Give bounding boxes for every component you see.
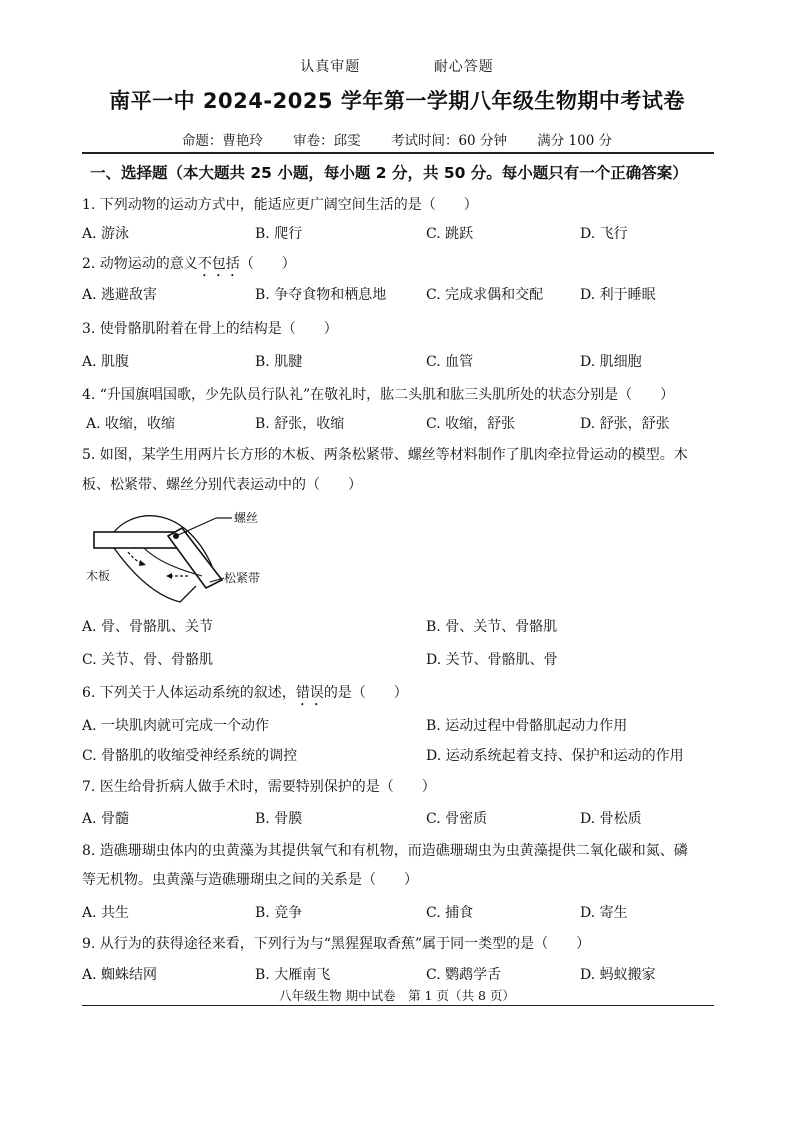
q6-stem-pre: 6. 下列关于人体运动系统的叙述，	[82, 685, 296, 701]
question-2-stem	[82, 253, 296, 280]
q4-option-b: B. 舒张，收缩	[255, 416, 345, 432]
q9-option-c: C. 鹦鹉学舌	[426, 967, 502, 983]
q6-stem-post: 的是（ ）	[323, 685, 408, 701]
q8-option-b: B. 竞争	[255, 905, 303, 921]
q7-option-c: C. 骨密质	[426, 811, 488, 827]
q7-option-a: A. 骨髓	[82, 811, 130, 827]
q9-option-d: D. 蚂蚁搬家	[580, 967, 656, 983]
question-3-stem: 3. 使骨骼肌附着在骨上的结构是（ ）	[82, 321, 338, 337]
q6-option-d: D. 运动系统起着支持、保护和运动的作用	[426, 748, 684, 764]
q2-option-a: A. 逃避敌害	[82, 287, 158, 303]
q2-option-b: B. 争夺食物和栖息地	[255, 287, 387, 303]
q8-option-a: A. 共生	[82, 905, 130, 921]
q3-option-b: B. 肌腱	[255, 354, 303, 370]
q6-stem-emphasis: 错误	[295, 685, 324, 701]
author: 命题：曹艳玲	[181, 133, 263, 149]
q9-option-b: B. 大雁南飞	[255, 967, 331, 983]
question-1-stem: 1. 下列动物的运动方式中，能适应更广阔空间生活的是（ ）	[82, 197, 478, 213]
label-screw: 螺丝	[234, 511, 259, 525]
q3-option-c: C. 血管	[426, 354, 474, 370]
section-title: 一、选择题（本大题共 25 小题，每小题 2 分，共 50 分。每小题只有一个正确答案）	[90, 164, 688, 182]
muscle-model-diagram	[84, 506, 284, 608]
q2-option-c: C. 完成求偶和交配	[426, 287, 544, 303]
question-9-stem: 9. 从行为的获得途径来看，下列行为与“黑猩猩取香蕉”属于同一类型的是（ ）	[82, 936, 591, 952]
q1-option-d: D. 飞行	[580, 226, 628, 242]
q2-option-d: D. 利于睡眠	[580, 287, 656, 303]
full-score: 满分 100 分	[537, 133, 613, 149]
q7-option-b: B. 骨膜	[255, 811, 303, 827]
q4-option-a: A. 收缩，收缩	[86, 416, 176, 432]
page-title: 南平一中 2024-2025 学年第一学期八年级生物期中考试卷	[109, 89, 685, 113]
q5-option-b: B. 骨、关节、骨骼肌	[426, 619, 558, 635]
q8-option-d: D. 寄生	[580, 905, 628, 921]
q5-option-c: C. 关节、骨、骨骼肌	[82, 652, 214, 668]
bottom-divider	[82, 1005, 714, 1006]
q6-option-a: A. 一块肌肉就可完成一个动作	[82, 718, 270, 734]
question-6-stem	[82, 682, 408, 709]
label-band: 松紧带	[224, 571, 261, 585]
q2-stem-pre: 2. 动物运动的意义	[82, 256, 198, 272]
q3-option-a: A. 肌腹	[82, 354, 130, 370]
question-5-stem-line1: 5. 如图，某学生用两片长方形的木板、两条松紧带、螺丝等材料制作了肌肉牵拉骨运动的模型。木	[82, 447, 688, 463]
q8-option-c: C. 捕食	[426, 905, 474, 921]
question-8-stem-line2: 等无机物。虫黄藻与造礁珊瑚虫之间的关系是（ ）	[82, 872, 418, 888]
q7-option-d: D. 骨松质	[580, 811, 642, 827]
q1-option-c: C. 跳跃	[426, 226, 474, 242]
q4-option-c: C. 收缩，舒张	[426, 416, 516, 432]
exam-time: 考试时间：60 分钟	[390, 133, 507, 149]
q3-option-d: D. 肌细胞	[580, 354, 642, 370]
label-board: 木板	[86, 569, 111, 583]
motto-left: 认真审题	[300, 59, 361, 75]
question-5-stem-line2: 板、松紧带、螺丝分别代表运动中的（ ）	[82, 477, 362, 493]
q4-option-d: D. 舒张，舒张	[580, 416, 670, 432]
motto-right: 耐心答题	[433, 59, 494, 75]
q6-option-c: C. 骨骼肌的收缩受神经系统的调控	[82, 748, 298, 764]
q9-option-a: A. 蜘蛛结网	[82, 967, 158, 983]
question-4-stem: 4. “升国旗唱国歌，少先队员行队礼”在敬礼时，肱二头肌和肱三头肌所处的状态分别是（ ）	[82, 387, 675, 403]
q5-option-d: D. 关节、骨骼肌、骨	[426, 652, 558, 668]
q5-option-a: A. 骨、骨骼肌、关节	[82, 619, 214, 635]
q1-option-a: A. 游泳	[82, 226, 130, 242]
exam-meta	[0, 129, 794, 149]
q1-option-b: B. 爬行	[255, 226, 303, 242]
q6-option-b: B. 运动过程中骨骼肌起动力作用	[426, 718, 628, 734]
question-7-stem: 7. 医生给骨折病人做手术时，需要特别保护的是（ ）	[82, 779, 436, 795]
motto	[0, 56, 794, 76]
page-footer: 八年级生物 期中试卷 第 1 页（共 8 页）	[279, 988, 515, 1003]
q2-stem-post: （ ）	[239, 256, 296, 272]
question-8-stem-line1: 8. 造礁珊瑚虫体内的虫黄藻为其提供氧气和有机物，而造礁珊瑚虫为虫黄藻提供二氧化碳和氮、磷	[82, 843, 688, 859]
top-divider	[82, 152, 714, 154]
reviewer: 审卷：邱雯	[293, 133, 361, 149]
q2-stem-emphasis: 不包括	[197, 256, 240, 272]
